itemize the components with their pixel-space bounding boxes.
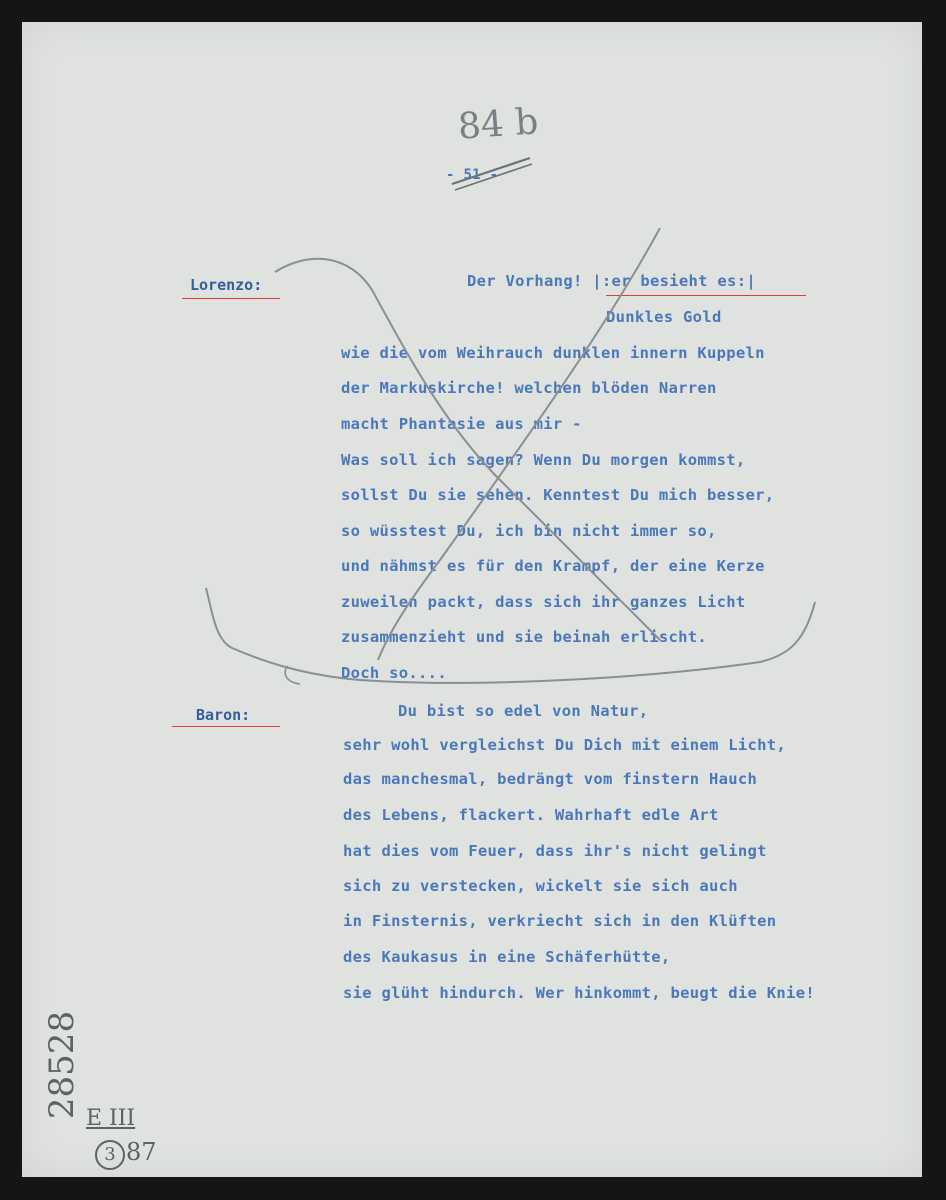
lorenzo-line: zuweilen packt, dass sich ihr ganzes Licht	[341, 593, 746, 611]
lorenzo-line: macht Phantasie aus mir -	[341, 415, 582, 433]
lorenzo-line: zusammenzieht und sie beinah erlischt.	[341, 628, 708, 646]
lorenzo-line: so wüsstest Du, ich bin nicht immer so,	[341, 522, 717, 540]
baron-line: hat dies vom Feuer, dass ihr's nicht gelingt	[343, 842, 767, 860]
baron-line: das manchesmal, bedrängt vom finstern Hauch	[343, 770, 758, 788]
baron-line: in Finsternis, verkriecht sich in den Klüften	[343, 912, 777, 930]
speaker-baron-underline	[172, 726, 280, 727]
speaker-lorenzo: Lorenzo:	[190, 276, 263, 294]
baron-line: Du bist so edel von Natur,	[398, 702, 649, 720]
lorenzo-line: wie die vom Weihrauch dunklen innern Kuppeln	[341, 344, 765, 362]
stage-direction-underline	[606, 295, 806, 296]
margin-vertical-number: 28528	[42, 1010, 83, 1120]
speaker-baron: Baron:	[196, 706, 251, 724]
baron-line: des Kaukasus in eine Schäferhütte,	[343, 948, 671, 966]
lorenzo-line-1: Der Vorhang! |:er besieht es:|	[467, 272, 756, 290]
speaker-lorenzo-underline	[182, 298, 280, 299]
lorenzo-line: und nähmst es für den Krampf, der eine Kerze	[341, 557, 765, 575]
baron-line: sich zu verstecken, wickelt sie sich auch	[343, 877, 738, 895]
lorenzo-line: Doch so....	[341, 664, 447, 682]
archive-mark: E III	[86, 1106, 136, 1131]
lorenzo-line: sollst Du sie sehen. Kenntest Du mich besser,	[341, 486, 775, 504]
baron-line: sehr wohl vergleichst Du Dich mit einem Licht,	[343, 736, 787, 754]
lorenzo-line: Dunkles Gold	[606, 308, 722, 326]
circled-number: 3	[95, 1140, 125, 1170]
baron-line: des Lebens, flackert. Wahrhaft edle Art	[343, 806, 719, 824]
page-number: - 51 -	[446, 167, 499, 183]
lorenzo-line: Was soll ich sagen? Wenn Du morgen kommst,	[341, 451, 746, 469]
lorenzo-line: der Markuskirche! welchen blöden Narren	[341, 379, 717, 397]
folio-number: 87	[126, 1138, 157, 1166]
pencil-folio-number: 84 b	[456, 101, 540, 148]
baron-line: sie glüht hindurch. Wer hinkommt, beugt die Knie!	[343, 984, 815, 1002]
